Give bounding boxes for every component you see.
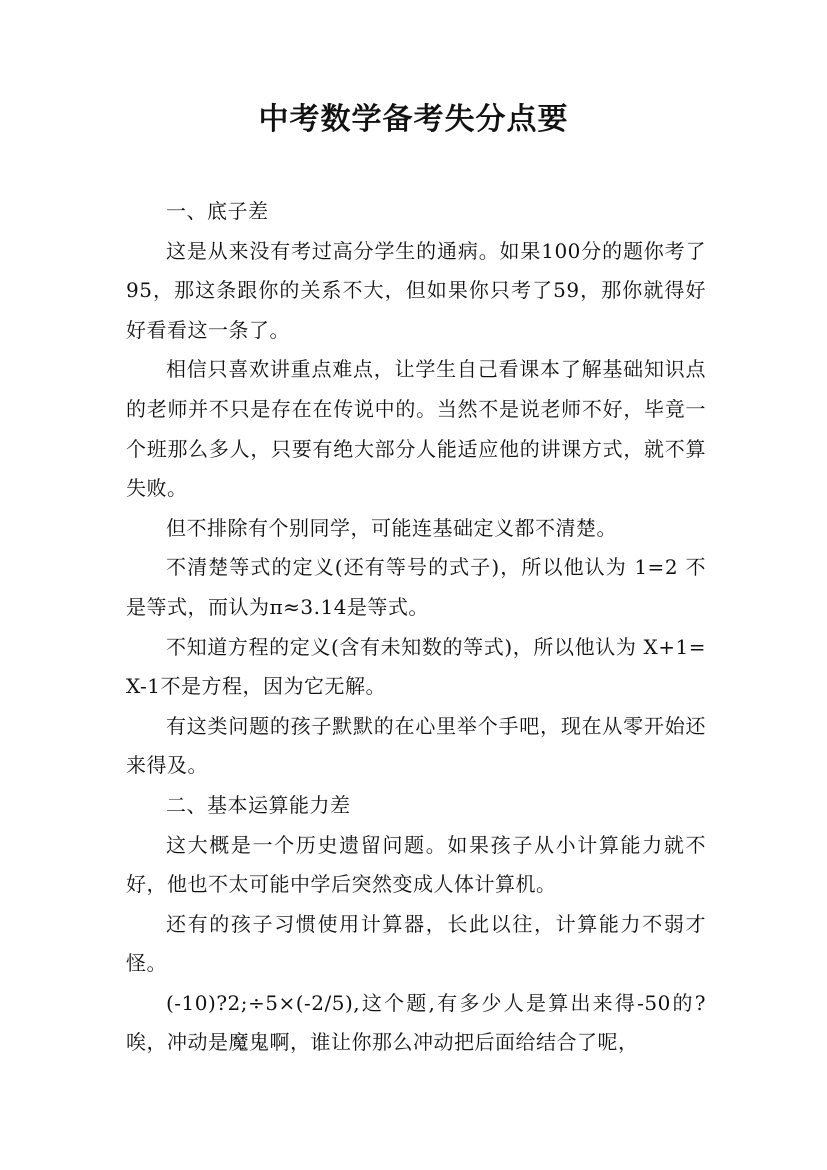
paragraph: 不清楚等式的定义(还有等号的式子)，所以他认为 1=2 不是等式，而认为π≈3.14是等式。 — [126, 555, 706, 619]
section-heading: 一、底子差 — [166, 199, 269, 223]
paragraph: 有这类问题的孩子默默的在心里举个手吧，现在从零开始还来得及。 — [126, 713, 706, 778]
document-title: 中考数学备考失分点要 — [258, 102, 569, 137]
paragraph: 这大概是一个历史遗留问题。如果孩子从小计算能力就不好，他也不太可能中学后突然变成人体计算机。 — [126, 832, 706, 897]
section-heading: 二、基本运算能力差 — [166, 792, 351, 817]
paragraph: 但不排除有个别同学，可能连基础定义都不清楚。 — [166, 515, 617, 540]
paragraph: 还有的孩子习惯使用计算器，长此以往，计算能力不弱才怪。 — [126, 911, 706, 976]
paragraph: 相信只喜欢讲重点难点，让学生自己看课本了解基础知识点的老师并不只是存在在传说中的。当然不是说老师不好，毕竟一个班那么多人，只要有绝大部分人能适应他的讲课方式，就不算失败。 — [126, 357, 706, 501]
paragraph: (-10)?2;÷5×(-2/5),这个题,有多少人是算出来得-50的?唉，冲动是魔鬼啊，谁让你那么冲动把后面给结合了呢， — [126, 990, 706, 1055]
paragraph: 这是从来没有考过高分学生的通病。如果100分的题你考了95，那这条跟你的关系不大，但如果你只考了59，那你就得好好看看这一条了。 — [126, 238, 706, 342]
paragraph: 不知道方程的定义(含有未知数的等式)，所以他认为 X+1=X-1不是方程，因为它无解。 — [126, 634, 706, 699]
document-body — [126, 192, 706, 1063]
